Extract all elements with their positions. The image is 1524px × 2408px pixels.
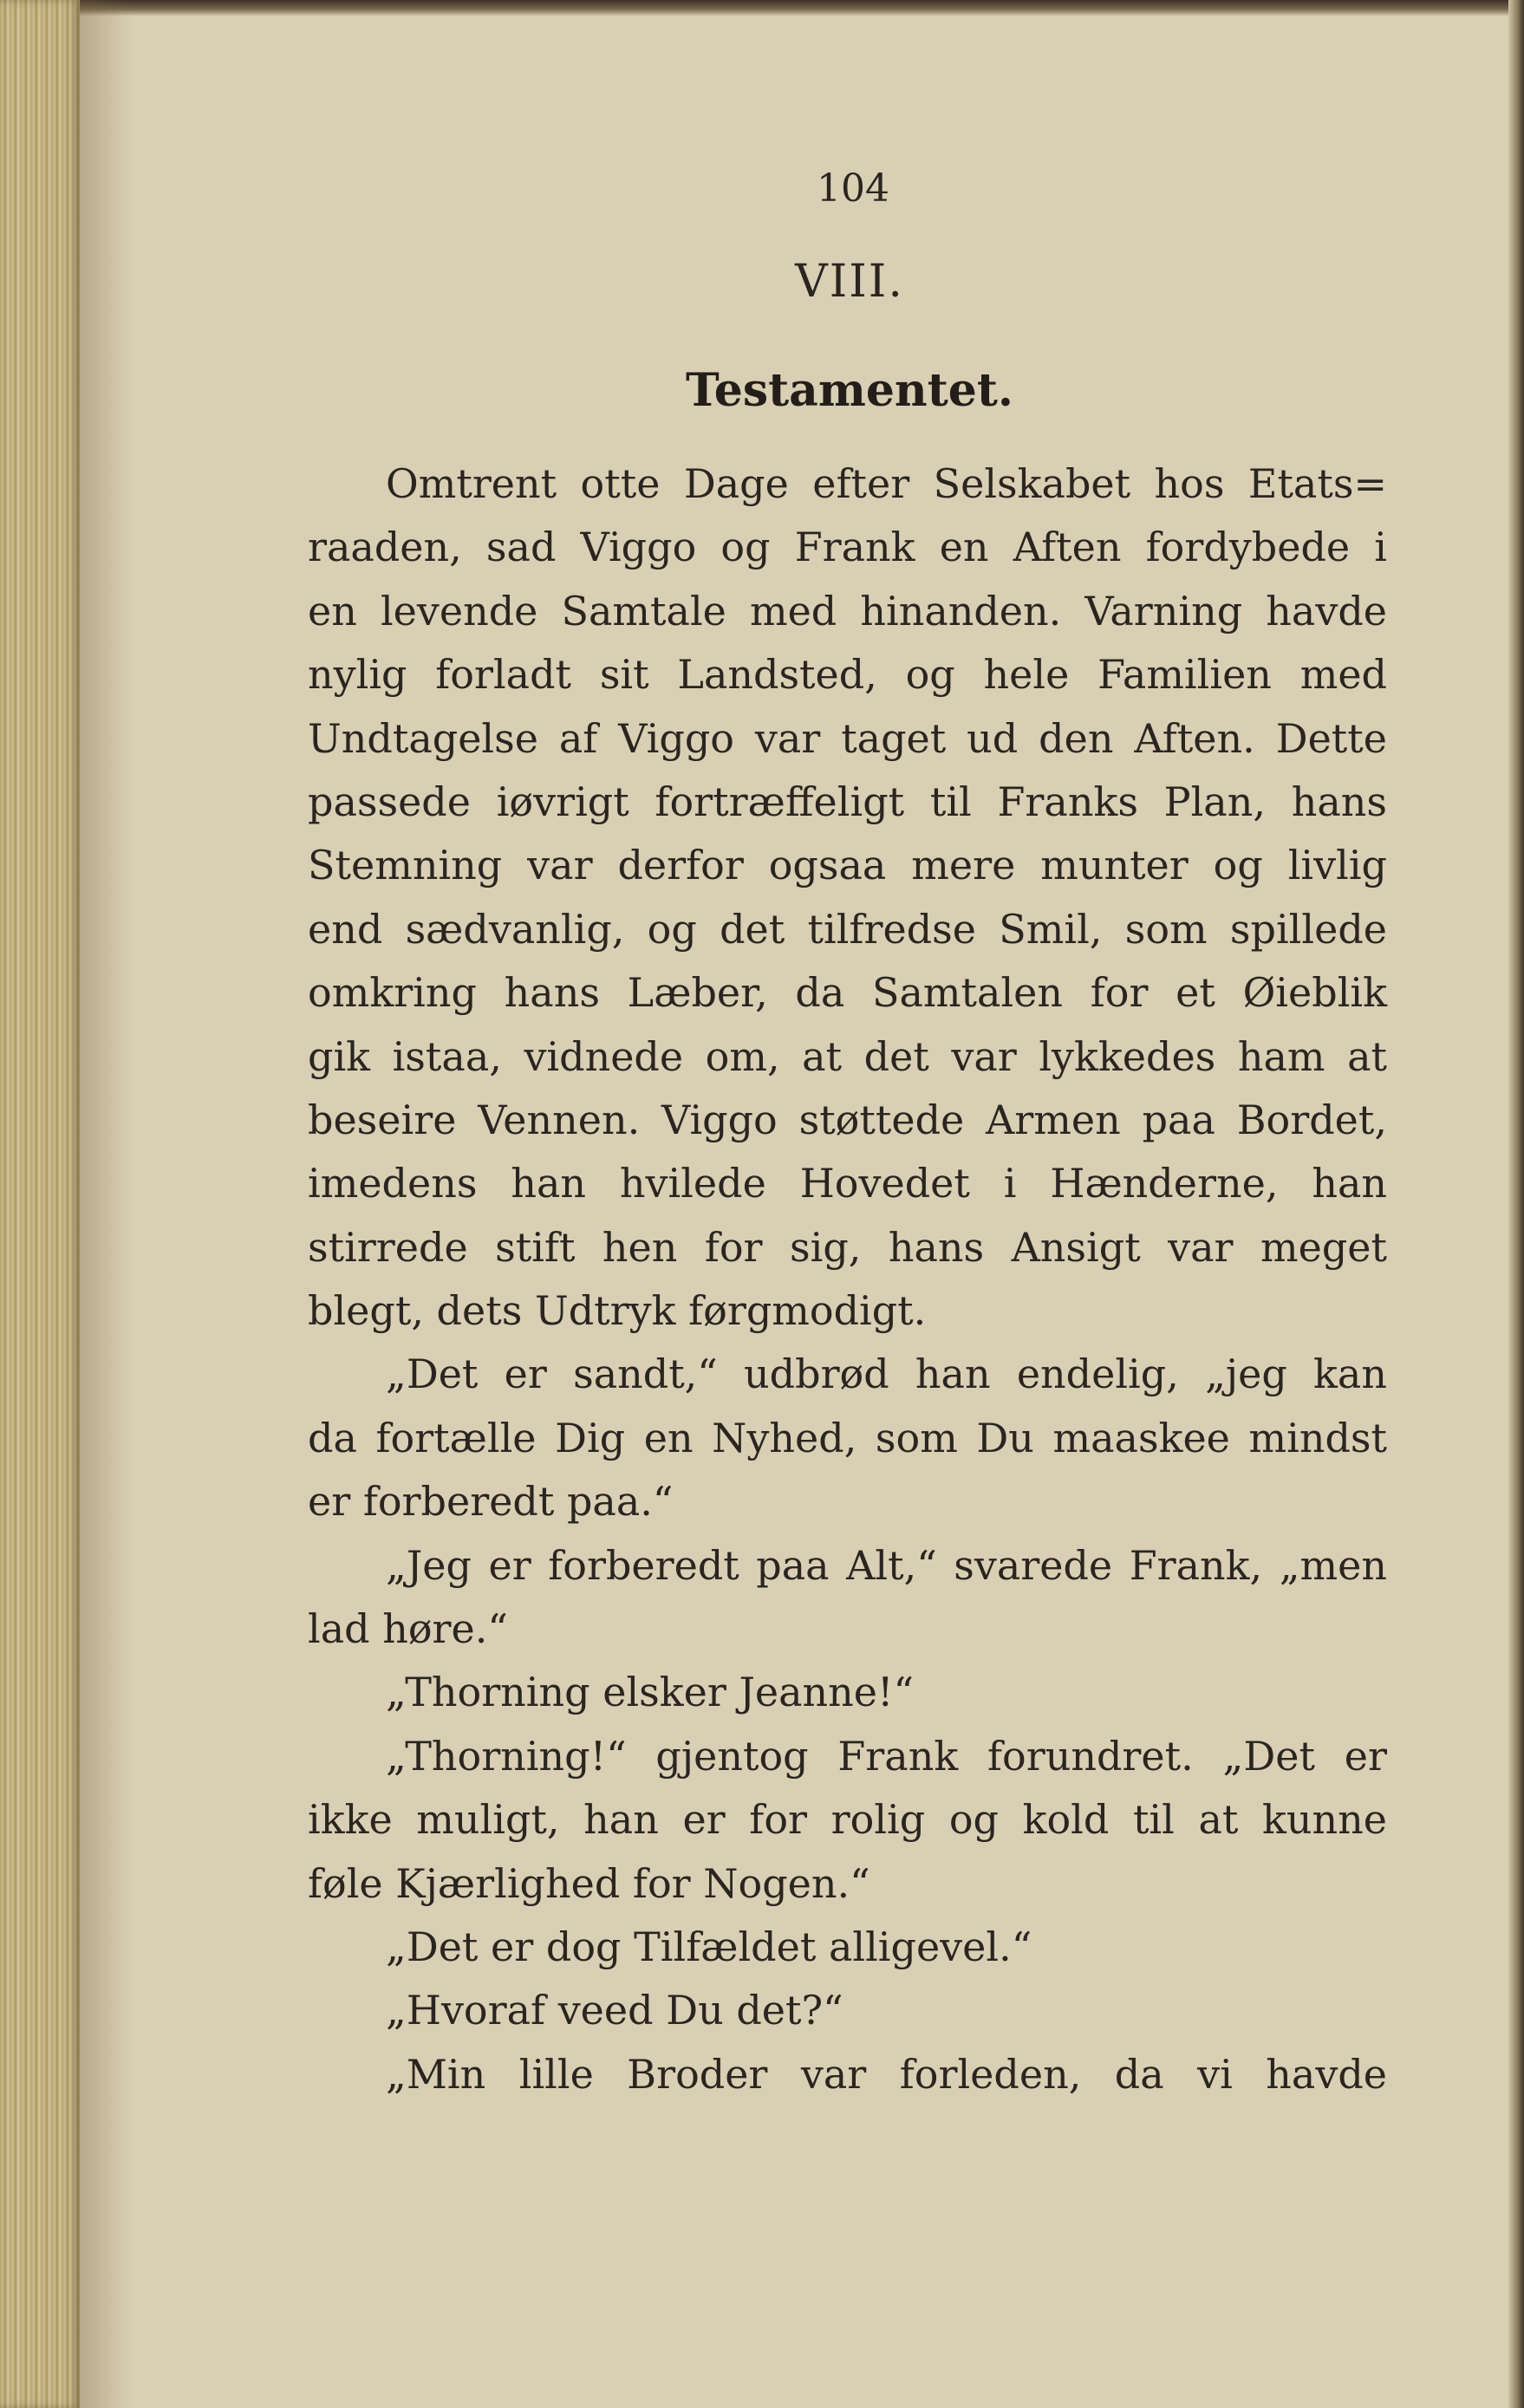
text-line: en levende Samtale med hinanden. Varning havde	[308, 587, 1387, 635]
text-line: „Hvoraf veed Du det?“	[386, 1987, 843, 2034]
text-line: da fortælle Dig en Nyhed, som Du maaskee mindst	[308, 1414, 1387, 1461]
body-text	[308, 452, 1387, 2106]
book-spine-edge	[0, 0, 80, 2408]
text-line: nylig forladt sit Landsted, og hele Familien med	[308, 651, 1387, 699]
text-line: er forberedt paa.“	[308, 1478, 674, 1526]
text-line: „Det er sandt,“ udbrød han endelig, „jeg kan	[386, 1350, 1387, 1398]
text-line: beseire Vennen. Viggo støttede Armen paa Bordet,	[308, 1096, 1387, 1143]
text-line: gik istaa, vidnede om, at det var lykkedes ham at	[308, 1032, 1387, 1080]
text-line: imedens han hvilede Hovedet i Hænderne, han	[308, 1160, 1387, 1207]
chapter-title: Testamentet.	[686, 364, 1013, 417]
right-edge	[1508, 0, 1524, 2408]
text-line: lad høre.“	[308, 1605, 508, 1653]
gutter-shadow	[80, 0, 132, 2408]
page-number: 104	[817, 166, 889, 211]
chapter-number: VIII.	[795, 256, 904, 308]
top-edge	[0, 0, 1524, 16]
text-line: Omtrent otte Dage efter Selskabet hos Etats=	[386, 460, 1387, 507]
text-line: stirrede stift hen for sig, hans Ansigt var meget	[308, 1223, 1387, 1271]
text-line: ikke muligt, han er for rolig og kold til at kunne	[308, 1796, 1387, 1844]
text-line: blegt, dets Udtryk førgmodigt.	[308, 1287, 927, 1335]
text-line: „Thorning elsker Jeanne!“	[386, 1669, 915, 1716]
text-line: raaden, sad Viggo og Frank en Aften fordybede i	[308, 524, 1387, 571]
text-line: omkring hans Læber, da Samtalen for et Øieblik	[308, 969, 1387, 1017]
text-line: „Jeg er forberedt paa Alt,“ svarede Frank, „men	[386, 1541, 1387, 1589]
text-line: passede iøvrigt fortræffeligt til Franks Plan, hans	[308, 778, 1387, 825]
text-line: end sædvanlig, og det tilfredse Smil, som spillede	[308, 905, 1387, 953]
text-line: føle Kjærlighed for Nogen.“	[308, 1859, 870, 1907]
text-line: „Det er dog Tilfældet alligevel.“	[386, 1923, 1032, 1970]
text-line: „Thorning!“ gjentog Frank forundret. „Det er	[386, 1732, 1387, 1780]
text-line: Undtagelse af Viggo var taget ud den Aften. Dette	[308, 714, 1387, 762]
text-line: „Min lille Broder var forleden, da vi havde	[386, 2050, 1387, 2098]
text-line: Stemning var derfor ogsaa mere munter og livlig	[308, 842, 1387, 889]
